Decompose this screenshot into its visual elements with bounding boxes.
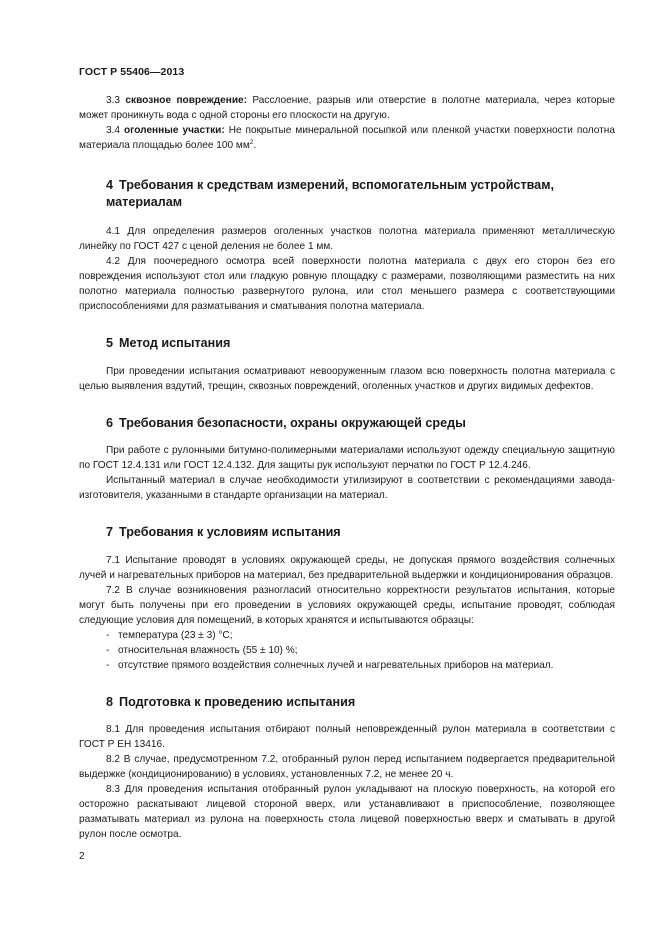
paragraph: 7.2 В случае возникновения разногласий относительно корректности результатов испытания, которые могут быть получены при его проведении в условиях окружающей среды, испытание проводят, соблюдая следующие условия для помещений, в которых хранятся и испытываются образцы: xyxy=(79,584,615,626)
term-3-3: 3.3 сквозное повреждение: Расслоение, разрыв или отверстие в полотне материала, через которые может проникнуть вода с одной стороны его плоскости на другую. xyxy=(79,95,615,121)
standard-header: ГОСТ Р 55406—2013 xyxy=(79,66,185,78)
section-8-heading: 8 Подготовка к проведению испытания xyxy=(106,694,356,709)
list-item: - относительная влажность (55 ± 10) %; xyxy=(106,644,298,656)
paragraph: При проведении испытания осматривают невооруженным глазом всю поверхность полотна материала с целью выявления вздутий, трещин, сквозных повреждений, оголенных участков и других видимых дефектов. xyxy=(79,365,615,392)
list-item: - отсутствие прямого воздействия солнечных лучей и нагревательных приборов на материал. xyxy=(106,659,554,671)
page-number: 2 xyxy=(79,851,85,862)
paragraph: 4.1 Для определения размеров оголенных участков полотна материала применяют металлическую линейку по ГОСТ 427 с ценой деления не более 1 мм. xyxy=(79,226,615,252)
section-5-heading: 5 Метод испытания xyxy=(106,336,231,350)
paragraph: 8.3 Для проведения испытания отобранный рулон укладывают на плоскую поверхность, на которой его осторожно раскатывают лицевой стороной вверх, или устанавливают в приспособление, позволяющее разматывать материал из рулона на поверхность стола лицевой поверхностью вверх и сматывать в другой рулон после осмотра. xyxy=(79,784,615,840)
section-6-heading: 6 Требования безопасности, охраны окружающей среды xyxy=(106,415,466,430)
term-name: сквозное повреждение: xyxy=(125,95,248,106)
paragraph: 4.2 Для поочередного осмотра всей поверхности полотна материала с двух его сторон без его повреждения используют стол или гладкую ровную площадку с размерами, позволяющими разместить на них полотно материала полностью развернутого рулона, или стол меньшего размера с соответствующими приспособлениями для разматывания и сматывания полотна материала. xyxy=(79,256,615,312)
section-7-heading: 7 Требования к условиям испытания xyxy=(106,525,341,539)
section-4-heading: 4 Требования к средствам измерений, вспомогательным устройствам, материалам xyxy=(106,178,555,209)
page-content xyxy=(79,93,615,842)
paragraph: 8.2 В случае, предусмотренном 7.2, отобранный рулон перед испытанием подвергается предварительной выдержке (кондиционированию) в условиях, установленных 7.2, не менее 20 ч. xyxy=(79,754,615,780)
term-3-4: 3.4 оголенные участки: Не покрытые минеральной посыпкой или пленкой участки поверхности полотна материала площадью более 100 $мм^2$. xyxy=(79,125,615,151)
paragraph: Испытанный материал в случае необходимости утилизируют в соответствии с рекомендациями завода-изготовителя, указанными в стандарте организации на материал. xyxy=(79,475,615,501)
paragraph: 7.1 Испытание проводят в условиях окружающей среды, не допуская прямого воздействия солнечных лучей и нагревательных приборов на материал, без предварительной выдержки и кондиционирования образцов. xyxy=(79,554,615,581)
paragraph: 8.1 Для проведения испытания отбирают полный неповрежденный рулон материала в соответствии с ГОСТ Р ЕН 13416. xyxy=(79,724,615,750)
term-name: оголенные участки: xyxy=(124,125,225,136)
paragraph: При работе с рулонными битумно-полимерными материалами используют одежду специальную защитную по ГОСТ 12.4.131 или ГОСТ 12.4.132. Для защиты рук используют перчатки по ГОСТ Р 12.4.246. xyxy=(79,445,615,471)
list-item: - температура (23 ± 3) °С; xyxy=(106,629,233,641)
